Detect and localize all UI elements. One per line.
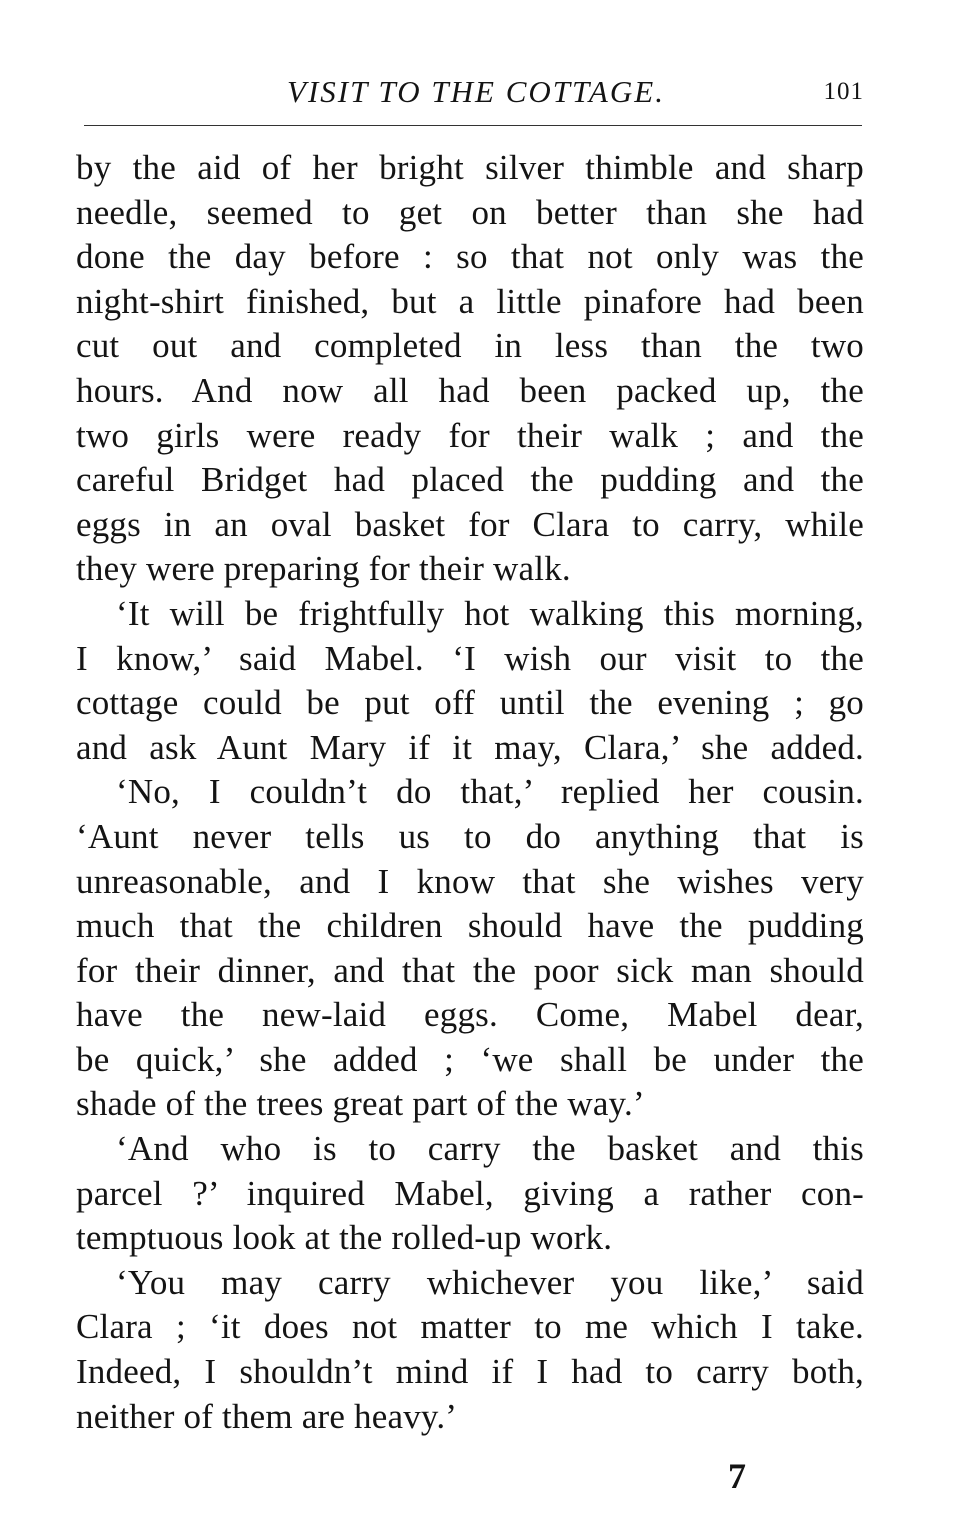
text-line: parcel ?’ inquired Mabel, giving a rather con- (76, 1173, 864, 1213)
text-line: ‘And who is to carry the basket and this (116, 1129, 864, 1169)
page-number: 101 (823, 78, 864, 105)
paragraph-2 (76, 592, 864, 770)
text-line: and ask Aunt Mary if it may, Clara,’ she added. (76, 727, 864, 767)
running-title: VISIT TO THE COTTAGE. (287, 74, 665, 109)
text-line: eggs in an oval basket for Clara to carry, while (76, 504, 864, 544)
text-line: ‘You may carry whichever you like,’ said (116, 1262, 864, 1302)
text-line: done the day before : so that not only was the (76, 237, 864, 277)
text-line: cottage could be put off until the evening ; go (76, 683, 864, 723)
text-line: I know,’ said Mabel. ‘I wish our visit to the (76, 638, 864, 678)
text-line: careful Bridget had placed the pudding and the (76, 460, 864, 500)
paragraph-3 (76, 770, 864, 1127)
text-line: they were preparing for their walk. (76, 549, 571, 589)
header-rule (84, 125, 862, 126)
text-line: for their dinner, and that the poor sick man should (76, 950, 864, 990)
text-line: ‘It will be frightfully hot walking this morning, (116, 593, 864, 633)
text-line: neither of them are heavy.’ (76, 1396, 458, 1436)
text-line: shade of the trees great part of the way.’ (76, 1084, 645, 1124)
text-line: two girls were ready for their walk ; and the (76, 415, 864, 455)
paragraph-4 (76, 1127, 864, 1261)
text-line: unreasonable, and I know that she wishes very (76, 861, 864, 901)
text-line: ‘Aunt never tells us to do anything that is (76, 816, 864, 856)
text-line: much that the children should have the pudding (76, 906, 864, 946)
paragraph-1 (76, 146, 864, 592)
signature-mark: 7 (728, 1456, 746, 1496)
body-text (76, 146, 864, 1439)
paragraph-5 (76, 1261, 864, 1439)
running-head (76, 74, 864, 114)
text-line: Indeed, I shouldn’t mind if I had to carry both, (76, 1352, 864, 1392)
text-line: be quick,’ she added ; ‘we shall be under the (76, 1039, 864, 1079)
text-line: Clara ; ‘it does not matter to me which I take. (76, 1307, 864, 1347)
text-line: temptuous look at the rolled-up work. (76, 1218, 613, 1258)
text-line: needle, seemed to get on better than she had (76, 192, 864, 232)
text-line: have the new-laid eggs. Come, Mabel dear, (76, 995, 864, 1035)
text-line: hours. And now all had been packed up, the (76, 370, 864, 410)
text-line: by the aid of her bright silver thimble and sharp (76, 148, 864, 187)
text-line: ‘No, I couldn’t do that,’ replied her cousin. (116, 772, 864, 812)
text-line: cut out and completed in less than the two (76, 326, 864, 366)
text-line: night-shirt finished, but a little pinafore had been (76, 281, 864, 321)
